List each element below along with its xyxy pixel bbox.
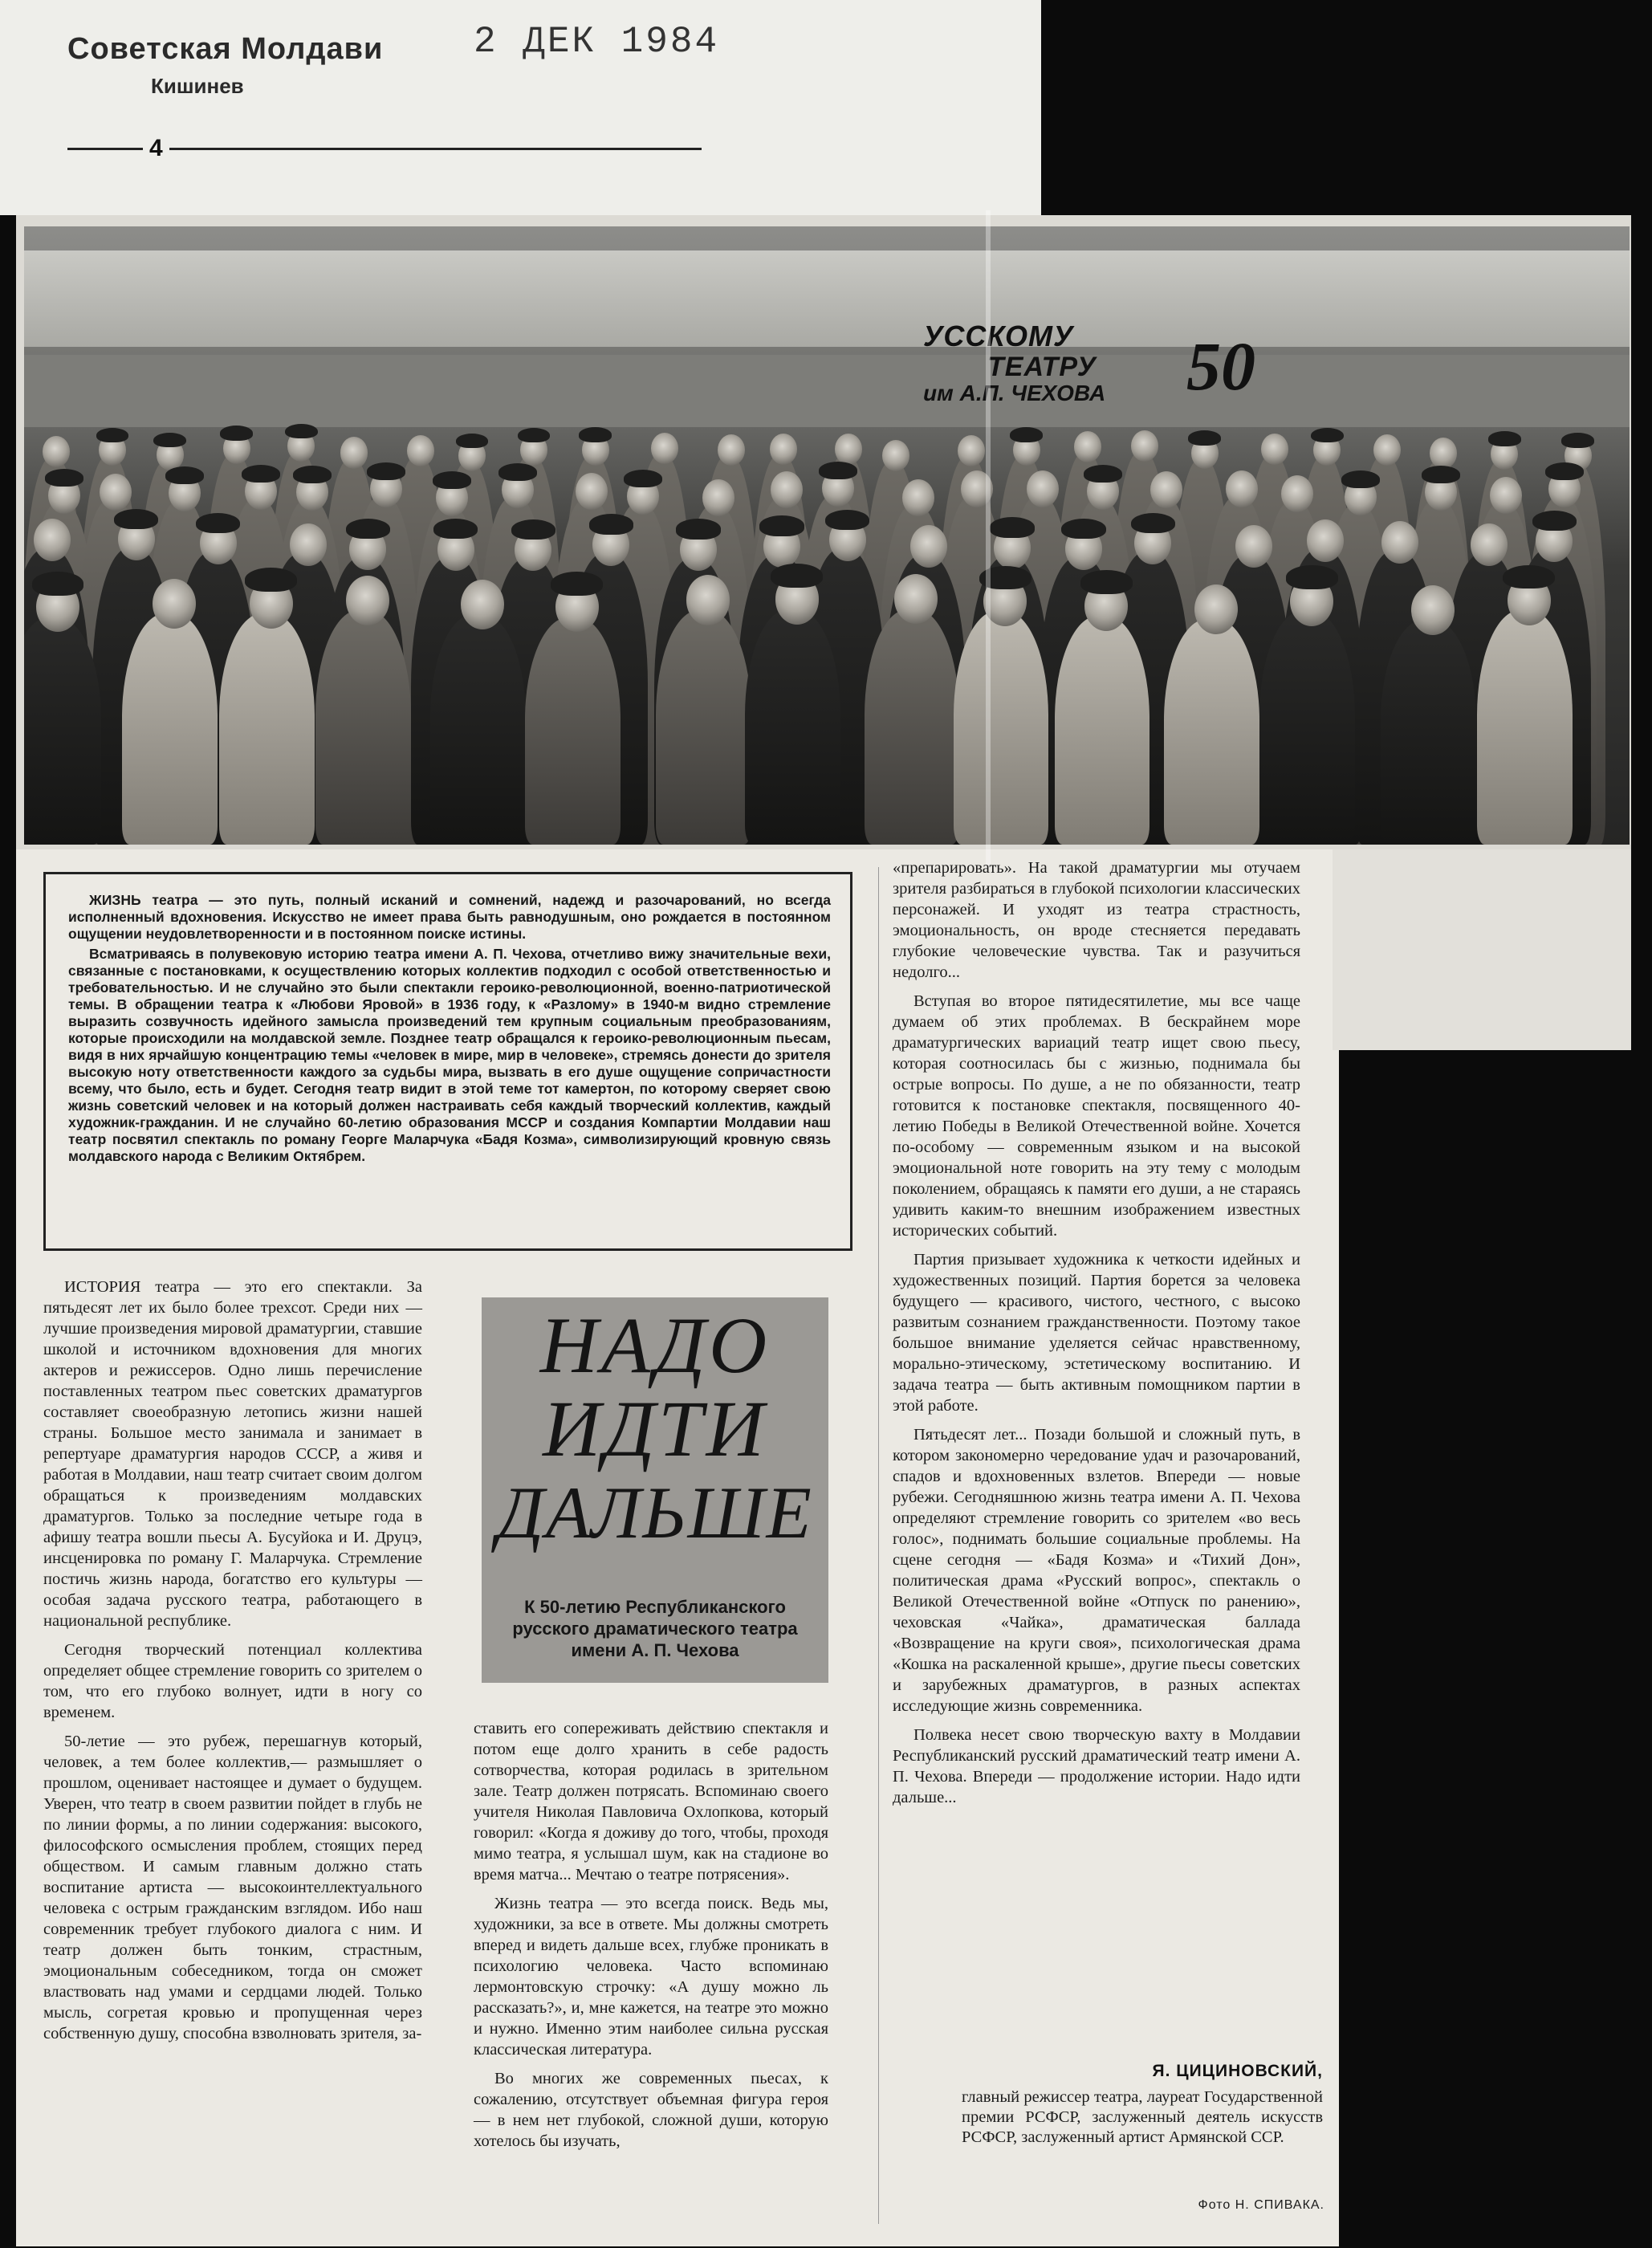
headline-subtitle: К 50-летию Республиканского русского драматического театра имени А. П. Чехова [512,1597,798,1660]
person-hat [45,469,83,487]
building-facade [24,250,1630,347]
person-hat [1286,565,1338,589]
article-paragraph: ставить его сопереживать действию спектакля и потом еще долго хранить в себе радость сотворчества, которая родилась в зрительном зале. Театр должен потрясать. Вспоминаю своего учителя Николая Павловича Охлопкова, который говорил: «Когда я доживу до того, чтобы, проходя мимо театра, я услышал шум, как на стадионе во время матча... Мечтаю о театре потрясения». [474,1720,828,1884]
article-column-left [43,1277,422,2052]
person-head [1226,470,1258,507]
person-head [1307,519,1344,562]
photo-strip-edge [1333,849,1631,1050]
person-hat [1341,470,1380,488]
headline-line: ДАЛЬШЕ [497,1472,813,1554]
sign-line-2: ТЕАТРУ [987,352,1097,382]
person-hat [456,434,489,449]
person-body [1164,619,1259,845]
person-head [958,435,985,466]
person-head [1131,430,1158,462]
person-body [122,613,218,845]
person-head [882,440,909,471]
author-signature: Я. ЦИЦИНОВСКИЙ, [1152,2062,1323,2080]
person-hat [165,466,204,484]
article-paragraph: Полвека несет свою творческую вахту в Молдавии Республиканский русский драматический театр имени А. П. Чехова. Впереди — продолжение истории. Надо идти дальше... [893,1726,1300,1806]
article-paragraph: Жизнь театра — это всегда поиск. Ведь мы, художники, за все в ответе. Мы должны смотреть вперед и видеть дальше всех, глубже проникать в психологию человека. Часто вспоминаю лермонтовскую строчку: «А душу можно ль рассказать?», и, мне кажется, на театре это можно и нужно. Именно этим наиболее сильна русская классическая литература. [474,1895,828,2059]
person-hat [676,519,720,539]
person-hat [771,564,823,588]
person-head [461,580,504,629]
person-hat [245,568,297,592]
person-body [1259,611,1355,845]
person-hat [624,470,662,487]
person-body [24,617,101,845]
headline-line: ИДТИ [543,1384,767,1473]
person-hat [196,513,240,533]
person-body [1477,610,1573,845]
article-paragraph: «препарировать». На такой драматургии мы отучаем зрителя разбираться в глубокой психологии классических персонажей. И уходят из театра страстность, эмоциональность, он вроде стесняется передавать глубокие человеческие чувства. Так и разучиться недолго... [893,859,1300,981]
person-head [1471,523,1508,566]
person-head [770,434,797,465]
group-photo [24,226,1630,845]
article-paragraph: 50-летие — это рубеж, перешагнув который, человек, а тем более коллектив,— размышляет о прошлом, оценивает настоящее и думает о будущем. Уверен, что театр в своем развитии пойдет в глубь не по линии формы, а по линии содержания: высокого, философского осмысления проблем, стоящих перед обществом. И самым главным должно стать воспитание артиста — высокоинтеллектуального человека с острым гражданским взглядом. Ибо наш современник требует глубокого диалога с ним. И театр должен быть тонким, страстным, эмоциональным собеседником, тогда он сможет властвовать над умами и сердцами людей. Только мысль, согретая кровью и пропущенная через собственную душу, способна взволновать зрителя, за- [43,1733,422,2042]
person-hat [433,519,478,539]
article-paragraph: Пятьдесят лет... Позади большой и сложный путь, в котором закономерно чередование удач и разочарований, спадов и вдохновенных взлетов. Впереди — новые рубежи. Сегодняшнюю жизнь театра имени А. П. Чехова определяют стремление говорить со зрителем «во весь голос», поднимать большие социальные проблемы. На сцене сегодня — «Бадя Козма» и «Тихий Дон», политическая драма «Русский вопрос», спектакль о Великой Отечественной войне «Отпуск по ранению», чеховская «Чайка», драматическая баллада «Возвращение на круги своя», психологическая драма «Кошка на раскаленной крыше», другие пьесы советских и зарубежных драматургов, в разных аспектах исследующие жизнь современника. [893,1426,1300,1715]
person-hat [1010,427,1043,442]
person-body [865,609,960,845]
person-hat [551,572,603,596]
paper-crease [986,210,991,869]
person-head [407,435,434,466]
intro-paragraph: Всматриваясь в полувековую историю театра имени А. П. Чехова, отчетливо вижу значительные вехи, связанные с постановками, к осуществлению которых коллектив подходил с особой ответственностью и требовательностью. И не случайно это были спектакли героико-революционной, военно-патриотической темы. В обращении театра к «Любови Яровой» в 1936 году, к «Разлому» в 1940-м видно стремление выразить созвучность идейного замысла произведений тем крупным социальным преобразованиям, которые происходили на молдавской земле. Позднее театр обращался к героико-революционным пьесам, видя в них ярчайшую концентрацию темы «человек в мире, мир в человеке», стремясь донести до зрителя высокую ноту ответственности каждого за судьбы мира, вызвать в его душе ощущение сопричастности всему, что было, есть и будет. Сегодня театр видит в этой теме тот камертон, по которому сверяет свою жизнь советский человек и на который должен настраивать себя каждый творческий коллектив, каждый художник-гражданин. И не случайно 60-летию образования МССР и создания Компартии Молдавии наш театр посвятил спектакль по роману Георге Маларчука «Бадя Козма», символизирующий кровную связь молдавского народа с Великим Октябрем. [68,946,831,1164]
intro-box [43,872,852,1251]
person-hat [32,572,84,596]
person-head [1235,525,1272,568]
person-hat [346,519,390,539]
person-head [100,474,132,511]
person-head [702,479,734,516]
person-body [745,609,840,845]
person-head [1411,585,1455,635]
person-head [718,434,745,466]
person-body [219,613,315,845]
article-paragraph: Во многих же современных пьесах, к сожалению, отсутствует объемная фигура героя — в нем нет глубокой, сложной души, которую хотелось бы изучать, [474,2070,828,2150]
date-stamp: 2 ДЕК 1984 [474,21,720,63]
person-hat [1561,433,1594,448]
person-hat [1188,430,1221,446]
person-head [651,433,678,464]
person-head [1150,471,1182,508]
person-hat [433,471,471,489]
person-hat [498,463,537,481]
person-hat [1503,565,1555,589]
person-hat [518,428,551,443]
intro-paragraph: ЖИЗНЬ театра — это путь, полный исканий и сомнений, надежд и разочарований, но всегда исполненный вдохновения. Искусство не имеет права быть равнодушным, оно рождается в постоянном ощущении неудовлетворенности и в постоянном поиске истины. [68,892,831,942]
person-head [910,525,947,568]
person-hat [825,510,869,530]
person-hat [1084,465,1122,483]
person-hat [285,424,318,439]
person-hat [242,465,280,483]
sign-line-3: им А.П. ЧЕХОВА [923,381,1106,405]
article-column-middle [474,1718,828,2160]
headline [482,1301,828,1554]
person-head [1373,434,1401,466]
person-head [1281,475,1313,512]
column-divider [878,867,879,2224]
article-paragraph: Сегодня творческий потенциал коллектива определяет общее стремление говорить со зрителем о том, что его глубоко волнует, идти в ногу со временем. [43,1641,422,1721]
author-credentials: главный режиссер театра, лауреат Государственной премии РСФСР, заслуженный деятель искусств РСФСР, заслуженный артист Армянской ССР. [962,2088,1323,2146]
person-hat [1532,511,1577,531]
crowd [24,387,1630,845]
person-hat [114,509,158,529]
person-body [315,610,411,845]
article-paragraph: Партия призывает художника к четкости идейных и художественных позиций. Партия борется за человека будущего — красивого, чистого, честного, с высоко развитым сознанием гражданственности. Поэтому такое большое внимание уделяется сейчас нравственному, морально-этическому, эстетическому воспитанию. И задача театра — быть активным помощником партии в этой работе. [893,1251,1300,1415]
person-body [954,611,1049,845]
person-head [686,575,730,625]
person-hat [1061,519,1105,539]
person-hat [367,462,405,480]
person-head [340,437,368,468]
person-hat [1422,466,1460,483]
person-head [576,473,608,510]
person-body [656,610,751,845]
person-hat [1488,431,1521,446]
page-number: 4 [143,135,169,162]
article-paragraph: ИСТОРИЯ театра — это его спектакли. За пятьдесят лет их было более трехсот. Среди них — лучшие произведения мировой драматургии, ставшие школой и источником вдохновения для многих актеров и режиссеров. Одно лишь перечисление поставленных театром пьес советских драматургов составляет своеобразную летопись жизни нашей страны. Большое место занимала и занимает в репертуаре драматургия народов СССР, а живя и работая в Молдавии, наш театр считает своим долгом обращаться к произведениям молдавских драматургов. Только за последние четыре года в афишу театра вошли пьесы А. Бусуйока и И. Друцэ, инсценировка по роману Г. Маларчука. Стремление постичь жизнь народа, богатство его культуры — особая задача русского театра, работающего в национальной республике. [43,1278,422,1630]
person-body [525,617,621,845]
person-head [1074,431,1101,462]
person-body [1381,620,1476,845]
photo-credit: Фото Н. СПИВАКА. [1198,2198,1324,2212]
person-head [43,436,70,467]
article-paragraph: Вступая во второе пятидесятилетие, мы все чаще думаем об этих проблемах. В бескрайнем море драматургических вариаций театр ищет свою пьесу, которая соотносилась бы с жизнью, поднимала бы острые вопросы. По душе, а не по обязанности, театр готовится к постановке спектакля, посвященного 40-летию Победы в Великой Отечественной войне. Хочется по-особому — современным языком и на высокой эмоциональной ноте говорить на эту тему с молодым поколением, обращаясь к памяти его души, а не стараясь удивить каким-то внешним изображением известных исторических событий. [893,992,1300,1240]
headline-box [482,1297,828,1683]
headline-line: НАДО [539,1301,771,1390]
person-head [835,434,862,465]
sign-line-1: УССКОМУ [923,320,1074,352]
person-head [34,519,71,561]
person-hat [759,515,804,536]
person-hat [1311,428,1344,443]
person-hat [293,466,332,483]
newspaper-city: Кишинев [151,74,244,98]
person-head [1194,584,1238,634]
person-hat [96,428,129,443]
person-head [902,479,934,516]
person-hat [589,514,633,534]
person-hat [1131,513,1175,533]
person-body [1055,616,1150,845]
person-hat [819,462,857,479]
person-head [290,523,327,566]
article-column-right [893,857,1300,1816]
person-hat [220,426,253,441]
person-head [1490,477,1522,514]
person-hat [511,519,555,540]
person-head [1430,438,1457,469]
sign-number: 50 [1186,328,1255,405]
person-hat [579,427,612,442]
person-hat [1080,570,1133,594]
newspaper-title: Советская Молдави [67,32,384,66]
person-body [430,614,526,845]
person-head [1261,434,1288,465]
person-hat [1545,462,1584,480]
person-head [153,579,196,629]
person-hat [990,517,1034,537]
person-head [1027,470,1059,507]
intro-text [68,892,831,1168]
person-hat [153,433,186,448]
